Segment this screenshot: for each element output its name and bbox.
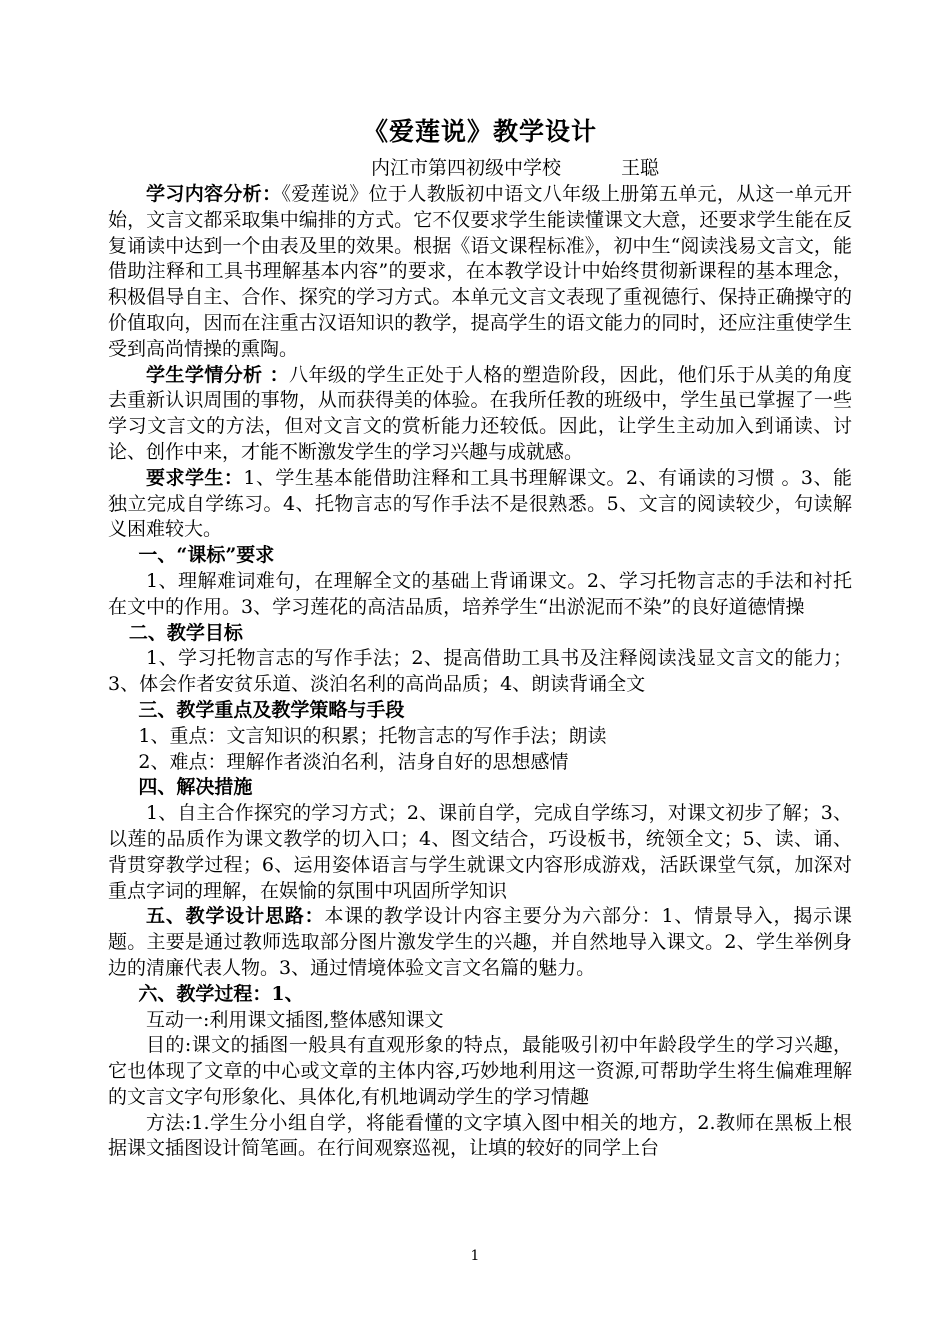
- paragraph-curriculum: 1、理解难词难句，在理解全文的基础上背诵课文。2、学习托物言志的手法和衬托在文中的作用。3、学习莲花的高洁品质，培养学生“出淤泥而不染”的良好道德情操: [108, 569, 852, 618]
- school-name: 内江市第四初级中学校: [370, 157, 561, 179]
- paragraph-measures: 1、自主合作探究的学习方式；2、课前自学，完成自学练习，对课文初步了解；3、以莲的品质作为课文教学的切入口；4、图文结合，巧设板书，统领全文；5、读、诵、背贯穿教学过程；6、运用姿体语言与学生就课文内容形成游戏，活跃课堂气氛，加深对重点字词的理解，在娱愉的氛围中巩固所学知识: [108, 802, 852, 902]
- label-content-analysis: 学习内容分析：: [146, 183, 282, 205]
- paragraph-student-requirements: [108, 466, 852, 543]
- label-student-requirements: 要求学生：: [146, 466, 244, 489]
- heading-process: 六、教学过程：1、: [138, 982, 304, 1005]
- paragraph-method: 方法:1.学生分小组自学，将能看懂的文字填入图中相关的地方，2.教师在黑板上根据课文插图设计简笔画。在行间观察巡视，让填的较好的同学上台: [108, 1111, 852, 1160]
- label-student-analysis: 学生学情分析 ：: [146, 363, 290, 386]
- text-student-requirements: 1、学生基本能借助注释和工具书理解课文。2、有诵读的习惯 。3、能独立完成自学练习。4、托物言志的写作手法不是很熟悉。5、文言的阅读较少，句读解义困难较大。: [108, 466, 852, 541]
- label-design-idea: 五、教学设计思路：: [146, 905, 325, 928]
- paragraph-purpose: 目的:课文的插图一般具有直观形象的特点，最能吸引初中年龄段学生的学习兴趣，它也体现了文章的中心或文章的主体内容,巧妙地利用这一资源,可帮助学生将生偏难理解的文言文字句形象化、具体化,有机地调动学生的学习情趣: [108, 1034, 852, 1108]
- document-body: [108, 116, 852, 1162]
- text-student-analysis: 八年级的学生正处于人格的塑造阶段，因此，他们乐于从美的角度去重新认识周围的事物，从而获得美的体验。在我所任教的班级中，学生虽已掌握了一些学习文言文的方法，但对文言文的赏析能力还较低。因此，让学生主动加入到诵读、讨论、创作中来，才能不断激发学生的学习兴趣与成就感。: [108, 363, 852, 463]
- byline: [178, 156, 852, 180]
- paragraph-interaction-one: 互动一:利用课文插图,整体感知课文: [146, 1008, 444, 1031]
- paragraph-objectives: 1、学习托物言志的写作手法；2、提高借助工具书及注释阅读浅显文言文的能力；3、体会作者安贫乐道、淡泊名利的高尚品质；4、朗读背诵全文: [108, 647, 852, 696]
- heading-key-points: 三、教学重点及教学策略与手段: [138, 698, 405, 721]
- text-content-analysis: 《爱莲说》位于人教版初中语文八年级上册第五单元，从这一单元开始，文言文都采取集中编排的方式。它不仅要求学生能读懂课文大意，还要求学生能在反复诵读中达到一个由表及里的效果。根据《语文课程标准》，初中生“阅读浅易文言文，能借助注释和工具书理解基本内容”的要求，在本教学设计中始终贯彻新课程的基本理念，积极倡导自主、合作、探究的学习方式。本单元文言文表现了重视德行、保持正确操守的价值取向，因而在注重古汉语知识的教学，提高学生的语文能力的同时，还应注重使学生受到高尚情操的熏陶。: [108, 183, 852, 360]
- document-title: 《爱莲说》教学设计: [362, 117, 597, 146]
- author-name: 王聪: [621, 157, 660, 179]
- paragraph-difficulty: 2、难点：理解作者淡泊名利，洁身自好的思想感情: [138, 750, 569, 773]
- paragraph-student-analysis: [108, 363, 852, 466]
- heading-objectives: 二、教学目标: [128, 621, 243, 644]
- text-design-idea: 本课的教学设计内容主要分为六部分：1、情景导入，揭示课题。主要是通过教师选取部分图片激发学生的兴趣，并自然地导入课文。2、学生举例身边的清廉代表人物。3、通过情境体验文言文名篇的魅力。: [108, 905, 852, 979]
- page-number: 1: [470, 1248, 480, 1264]
- heading-curriculum: 一、“课标”要求: [138, 544, 275, 567]
- paragraph-content-analysis: [108, 182, 852, 363]
- heading-measures: 四、解决措施: [138, 776, 253, 799]
- paragraph-key-point: 1、重点：文言知识的积累；托物言志的写作手法；朗读: [138, 724, 607, 747]
- paragraph-design-idea: [108, 904, 852, 981]
